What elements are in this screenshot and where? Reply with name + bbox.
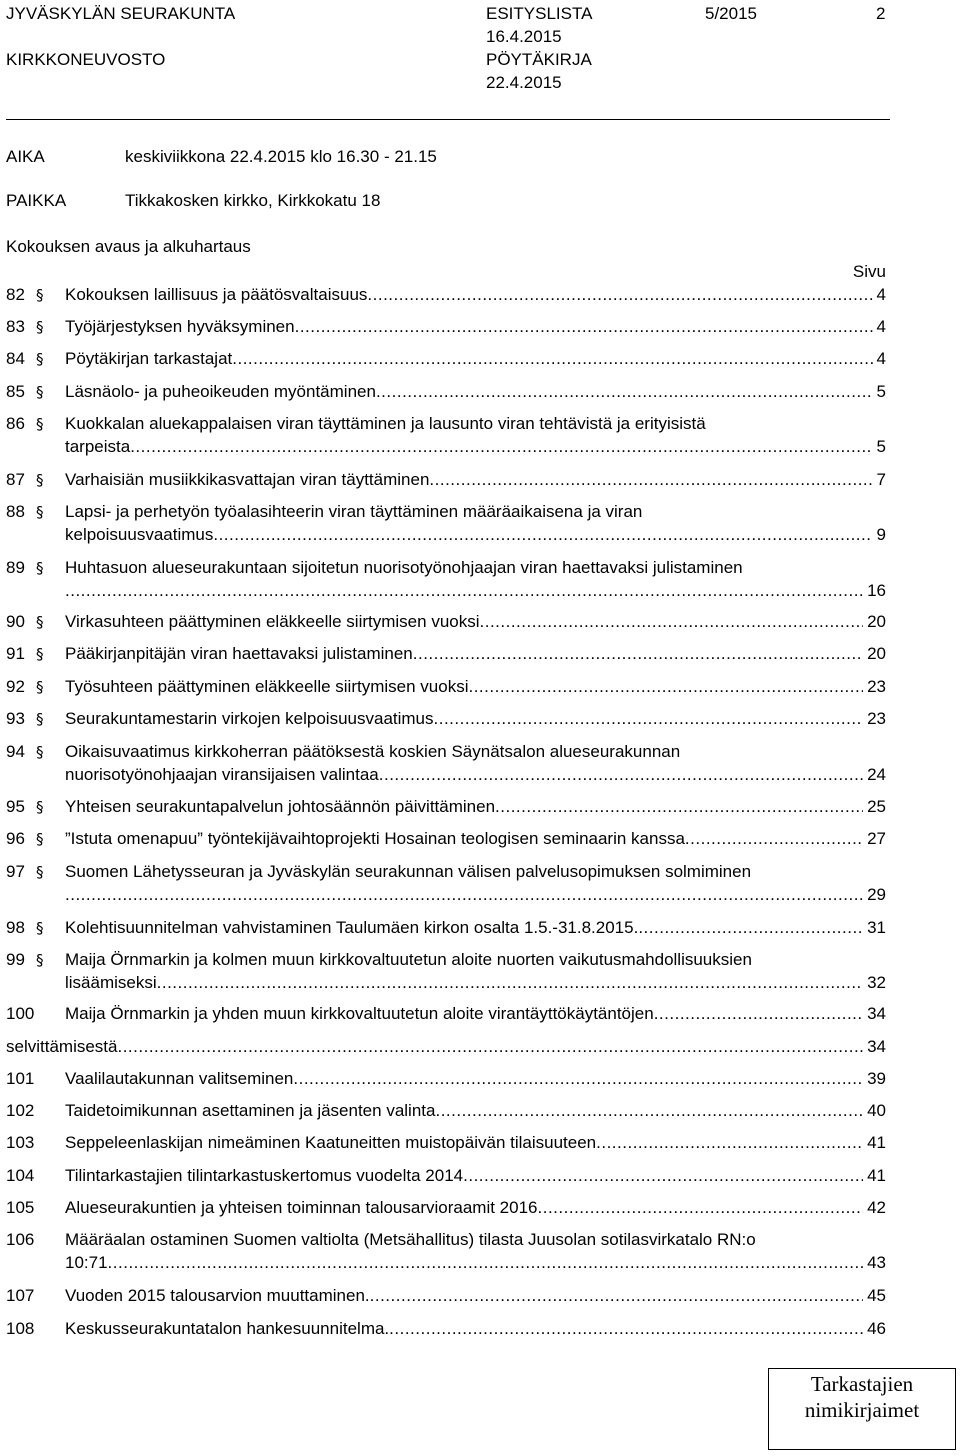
toc-entry-page: 5 <box>876 382 886 401</box>
toc-entry-page: 42 <box>867 1198 886 1217</box>
toc-entry-title: Keskusseurakuntatalon hankesuunnitelma. <box>65 1319 390 1338</box>
toc-entry-leader-line <box>65 1285 886 1307</box>
toc-entry-leader-line <box>65 611 886 633</box>
toc-entry-leader-line <box>65 884 886 906</box>
toc-entry-title: Pääkirjanpitäjän viran haettavaksi julistaminen <box>65 644 413 663</box>
toc-entry-number: 90 <box>6 612 25 631</box>
agenda-label: ESITYSLISTA <box>486 4 593 23</box>
toc-entry-title: nuorisotyönohjaajan viransijaisen valintaa <box>65 765 379 784</box>
toc-entry-number: 97 <box>6 862 25 881</box>
section-mark-icon: § <box>36 678 44 696</box>
toc-entry-page: 29 <box>867 885 886 904</box>
page-number: 2 <box>876 4 886 23</box>
toc-entry-body <box>65 557 886 602</box>
toc-entry-leader-line <box>65 348 886 370</box>
toc-entry-number: 100 <box>6 1004 35 1023</box>
toc-entry-body <box>65 1229 886 1274</box>
toc-entry-leader-line <box>65 469 886 491</box>
signature-box-line-1: Tarkastajien <box>810 1372 914 1396</box>
toc-entry-leader-line <box>65 580 886 602</box>
toc-entry-title-line: Suomen Lähetysseuran ja Jyväskylän seurakunnan välisen palvelusopimuksen solmiminen <box>65 862 752 881</box>
toc-entry-page: 39 <box>867 1069 886 1088</box>
dot-leader <box>538 1197 864 1219</box>
dot-leader <box>367 284 872 306</box>
dot-leader <box>379 764 863 786</box>
dot-leader <box>429 469 872 491</box>
toc-entry-body <box>65 1197 886 1219</box>
toc-entry-leader-line <box>65 796 886 818</box>
section-mark-icon: § <box>36 743 44 761</box>
toc-entry-page: 46 <box>867 1319 886 1338</box>
place-label: PAIKKA <box>6 191 67 210</box>
dot-leader <box>370 1285 863 1307</box>
toc-entry-title: Kokouksen laillisuus ja päätösvaltaisuus <box>65 285 368 304</box>
toc-entry-page: 27 <box>867 829 886 848</box>
toc-entry-number: 85 <box>6 382 25 401</box>
toc-entry-body <box>65 1003 886 1025</box>
toc-entry-body <box>65 708 886 730</box>
toc-entry-title-line: Huhtasuon alueseurakuntaan sijoitetun nuorisotyönohjaajan viran haettavaksi julistaminen <box>65 558 743 577</box>
toc-entry-title: 10:71 <box>65 1253 108 1272</box>
toc-entry-page: 32 <box>867 973 886 992</box>
toc-entry-number: 107 <box>6 1286 35 1305</box>
toc-entry-leader-line <box>65 828 886 850</box>
toc-entry-number: 96 <box>6 829 25 848</box>
dot-leader <box>295 316 873 338</box>
toc-entry-leader-line <box>65 1068 886 1090</box>
toc-entry-number: 86 <box>6 414 25 433</box>
document-number: 5/2015 <box>705 4 757 23</box>
dot-leader <box>108 1252 864 1274</box>
toc-entry-title-line: Oikaisuvaatimus kirkkoherran päätöksestä koskien Säynätsalon alueseurakunnan <box>65 742 681 761</box>
toc-entry-number: 98 <box>6 918 25 937</box>
toc-entry-body <box>65 741 886 786</box>
toc-entry-page: 4 <box>876 285 886 304</box>
agenda-date: 16.4.2015 <box>486 27 562 46</box>
toc-entry-leader-line <box>65 1132 886 1154</box>
toc-entry-page: 23 <box>867 677 886 696</box>
toc-entry-title: Yhteisen seurakuntapalvelun johtosäännön päivittäminen <box>65 797 496 816</box>
dot-leader <box>468 676 863 698</box>
toc-entry-body <box>65 828 886 850</box>
dot-leader <box>685 828 863 850</box>
toc-entry-page: 25 <box>867 797 886 816</box>
toc-entry-title: Seurakuntamestarin virkojen kelpoisuusvaatimus <box>65 709 434 728</box>
dot-leader <box>117 1036 863 1058</box>
toc-entry-body <box>65 501 886 546</box>
dot-leader <box>434 708 864 730</box>
toc-entry-number: 84 <box>6 349 25 368</box>
toc-entry-page: 24 <box>867 765 886 784</box>
toc-entry-title: Vaalilautakunnan valitseminen <box>65 1069 294 1088</box>
section-mark-icon: § <box>36 471 44 489</box>
toc-entry-leader-line <box>65 643 886 665</box>
toc-entry-title: ”Istuta omenapuu” työntekijävaihtoprojekti Hosainan teologisen seminaarin kanssa <box>65 829 685 848</box>
toc-entry-leader-line <box>65 524 886 546</box>
dot-leader <box>435 1100 863 1122</box>
toc-entry-body <box>65 611 886 633</box>
section-mark-icon: § <box>36 415 44 433</box>
toc-entry-body <box>65 1132 886 1154</box>
toc-entry-number: 102 <box>6 1101 35 1120</box>
toc-entry-body <box>65 861 886 906</box>
toc-entry-title: Virkasuhteen päättyminen eläkkeelle siirtymisen vuoksi <box>65 612 480 631</box>
dot-leader <box>495 796 863 818</box>
toc-entry-leader-line <box>6 1036 886 1058</box>
dot-leader <box>232 348 872 370</box>
toc-entry-body <box>65 1068 886 1090</box>
section-mark-icon: § <box>36 710 44 728</box>
dot-leader <box>65 580 863 602</box>
toc-entry-number: 87 <box>6 470 25 489</box>
toc-entry-body <box>65 1165 886 1187</box>
dot-leader <box>65 884 863 906</box>
toc-entry-title-line: Määräalan ostaminen Suomen valtiolta (Metsähallitus) tilasta Juusolan sotilasvirkatalo RN:o <box>65 1230 756 1249</box>
toc-entry-page: 20 <box>867 612 886 631</box>
toc-entry-leader-line <box>65 676 886 698</box>
time-label: AIKA <box>6 147 45 166</box>
toc-entry-leader-line <box>65 708 886 730</box>
toc-entry-body <box>65 1318 886 1340</box>
section-mark-icon: § <box>36 863 44 881</box>
minutes-date: 22.4.2015 <box>486 73 562 92</box>
section-mark-icon: § <box>36 798 44 816</box>
toc-entry-page: 45 <box>867 1286 886 1305</box>
dot-leader <box>157 972 863 994</box>
toc-entry-page: 20 <box>867 644 886 663</box>
toc-entry-leader-line <box>65 1252 886 1274</box>
dot-leader <box>376 381 873 403</box>
section-mark-icon: § <box>36 645 44 663</box>
toc-entry-page: 43 <box>867 1253 886 1272</box>
toc-entry-body <box>65 796 886 818</box>
section-mark-icon: § <box>36 559 44 577</box>
toc-entry-title: selvittämisestä <box>6 1037 118 1056</box>
toc-entry-number: 104 <box>6 1166 35 1185</box>
toc-entry-number: 108 <box>6 1319 35 1338</box>
toc-entry-title: Läsnäolo- ja puheoikeuden myöntäminen <box>65 382 376 401</box>
toc-entry-title: Työjärjestyksen hyväksyminen <box>65 317 295 336</box>
toc-entry-body <box>65 348 886 370</box>
toc-entry-number: 93 <box>6 709 25 728</box>
toc-entry-title-line: Maija Örnmarkin ja kolmen muun kirkkovaltuutetun aloite nuorten vaikutusmahdollisuuksien <box>65 950 752 969</box>
toc-entry-body <box>6 1036 886 1058</box>
council-name: KIRKKONEUVOSTO <box>6 50 166 69</box>
toc-entry-number: 92 <box>6 677 25 696</box>
toc-entry-number: 103 <box>6 1133 35 1152</box>
toc-entry-body <box>65 917 886 939</box>
toc-entry-body <box>65 949 886 994</box>
toc-entry-page: 40 <box>867 1101 886 1120</box>
dot-leader <box>480 611 864 633</box>
toc-entry-leader-line <box>65 436 886 458</box>
section-mark-icon: § <box>36 830 44 848</box>
dot-leader <box>130 436 872 458</box>
toc-entry-title: Maija Örnmarkin ja yhden muun kirkkovaltuutetun aloite virantäyttökäytäntöjen <box>65 1004 654 1023</box>
section-mark-icon: § <box>36 503 44 521</box>
toc-entry-body <box>65 413 886 458</box>
toc-entry-leader-line <box>65 284 886 306</box>
toc-entry-title: Työsuhteen päättyminen eläkkeelle siirtymisen vuoksi <box>65 677 469 696</box>
toc-entry-page: 9 <box>876 525 886 544</box>
toc-entry-leader-line <box>65 1165 886 1187</box>
toc-entry-page: 16 <box>867 581 886 600</box>
toc-entry-number: 95 <box>6 797 25 816</box>
toc-entry-number: 106 <box>6 1230 35 1249</box>
organization-name: JYVÄSKYLÄN SEURAKUNTA <box>6 4 236 23</box>
toc-entry-number: 101 <box>6 1069 35 1088</box>
toc-entry-number: 99 <box>6 950 25 969</box>
toc-entry-page: 7 <box>876 470 886 489</box>
dot-leader <box>213 524 872 546</box>
minutes-label: PÖYTÄKIRJA <box>486 50 592 69</box>
section-mark-icon: § <box>36 613 44 631</box>
toc-entry-title: Vuoden 2015 talousarvion muuttaminen. <box>65 1286 370 1305</box>
toc-entry-leader-line <box>65 1003 886 1025</box>
toc-entry-title-line: Kuokkalan aluekappalaisen viran täyttäminen ja lausunto viran tehtävistä ja erityisistä <box>65 414 706 433</box>
toc-entry-number: 89 <box>6 558 25 577</box>
toc-entry-number: 82 <box>6 285 25 304</box>
toc-page-column-header: Sivu <box>852 262 886 281</box>
toc-entry-body <box>65 469 886 491</box>
toc-entry-page: 41 <box>867 1133 886 1152</box>
toc-entry-page: 34 <box>867 1037 886 1056</box>
toc-entry-page: 41 <box>867 1166 886 1185</box>
toc-entry-page: 4 <box>876 349 886 368</box>
opening-item: Kokouksen avaus ja alkuhartaus <box>6 237 251 256</box>
toc-entry-number: 88 <box>6 502 25 521</box>
toc-entry-title: Kolehtisuunnitelman vahvistaminen Taulumäen kirkon osalta 1.5.-31.8.2015. <box>65 918 639 937</box>
section-mark-icon: § <box>36 286 44 304</box>
toc-entry-number: 94 <box>6 742 25 761</box>
toc-entry-body <box>65 643 886 665</box>
toc-entry-leader-line <box>65 381 886 403</box>
section-mark-icon: § <box>36 350 44 368</box>
toc-entry-page: 5 <box>876 437 886 456</box>
toc-entry-number: 83 <box>6 317 25 336</box>
dot-leader <box>638 917 863 939</box>
toc-entry-leader-line <box>65 972 886 994</box>
toc-entry-page: 4 <box>876 317 886 336</box>
toc-entry-body <box>65 284 886 306</box>
toc-entry-leader-line <box>65 764 886 786</box>
toc-entry-body <box>65 1285 886 1307</box>
toc-entry-title: Taidetoimikunnan asettaminen ja jäsenten valinta <box>65 1101 436 1120</box>
toc-entry-title: Tilintarkastajien tilintarkastuskertomus vuodelta 2014 <box>65 1166 464 1185</box>
toc-entry-body <box>65 676 886 698</box>
toc-entry-body <box>65 381 886 403</box>
toc-entry-title: kelpoisuusvaatimus <box>65 525 214 544</box>
toc-entry-page: 34 <box>867 1004 886 1023</box>
toc-entry-title: tarpeista <box>65 437 131 456</box>
toc-entry-title: Seppeleenlaskijan nimeäminen Kaatuneitten muistopäivän tilaisuuteen <box>65 1133 597 1152</box>
section-mark-icon: § <box>36 951 44 969</box>
section-mark-icon: § <box>36 919 44 937</box>
section-mark-icon: § <box>36 318 44 336</box>
dot-leader <box>293 1068 863 1090</box>
toc-entry-number: 105 <box>6 1198 35 1217</box>
toc-entry-number: 91 <box>6 644 25 663</box>
header-divider <box>6 119 890 120</box>
dot-leader <box>463 1165 863 1187</box>
section-mark-icon: § <box>36 383 44 401</box>
toc-entry-title-line: Lapsi- ja perhetyön työalasihteerin viran täyttäminen määräaikaisena ja viran <box>65 502 643 521</box>
toc-entry-page: 23 <box>867 709 886 728</box>
toc-entry-leader-line <box>65 1197 886 1219</box>
dot-leader <box>654 1003 863 1025</box>
dot-leader <box>413 643 863 665</box>
dot-leader <box>389 1318 863 1340</box>
toc-entry-leader-line <box>65 917 886 939</box>
toc-entry-title: Alueseurakuntien ja yhteisen toiminnan talousarvioraamit 2016 <box>65 1198 538 1217</box>
toc-entry-page: 31 <box>867 918 886 937</box>
place-value: Tikkakosken kirkko, Kirkkokatu 18 <box>125 191 381 210</box>
signature-box-line-2: nimikirjaimet <box>804 1398 920 1422</box>
toc-entry-title: Pöytäkirjan tarkastajat <box>65 349 233 368</box>
toc-entry-title: Varhaisiän musiikkikasvattajan viran täyttäminen <box>65 470 430 489</box>
toc-entry-leader-line <box>65 316 886 338</box>
dot-leader <box>596 1132 863 1154</box>
toc-entry-body <box>65 1100 886 1122</box>
toc-entry-title: lisäämiseksi <box>65 973 157 992</box>
toc-entry-leader-line <box>65 1100 886 1122</box>
time-value: keskiviikkona 22.4.2015 klo 16.30 - 21.15 <box>125 147 437 166</box>
signature-initials-box <box>768 1368 956 1450</box>
toc-entry-body <box>65 316 886 338</box>
toc-entry-leader-line <box>65 1318 886 1340</box>
